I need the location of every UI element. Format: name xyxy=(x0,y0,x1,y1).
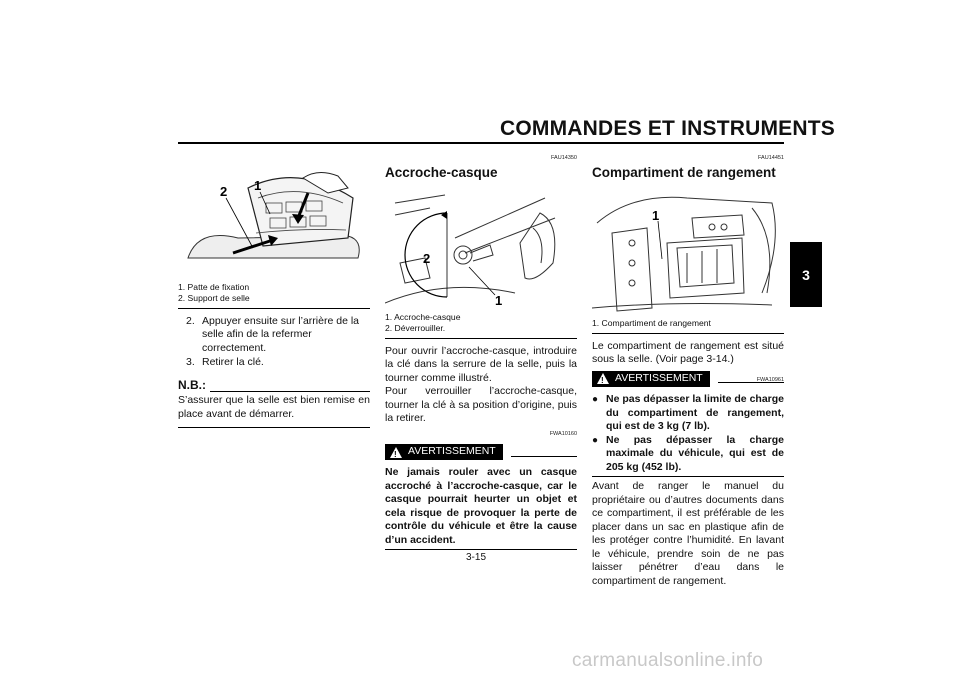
list-item: ● Ne pas dépasser la limite de charge du compartiment de rangement, qui est de 3 kg (7 lb). xyxy=(592,393,784,432)
chapter-tab: 3 xyxy=(790,242,822,307)
list-item: ● Ne pas dépasser la charge maximale du véhicule, qui est de 205 kg (452 lb). xyxy=(592,433,784,473)
caption-1: 1. Patte de fixation xyxy=(178,281,250,292)
paragraph-documents: Avant de ranger le manuel du propriétaire ou d’autres documents dans ce compartiment, il est préférable de les placer dans un sac en plastique afin de les protéger contre l’humidité. En lavant le véhicule, prendre soin de ne pas laisser pénétrer d’eau dans le compartiment de rangement. xyxy=(592,476,784,588)
paragraph-location: Le compartiment de rangement est situé sous la selle. (Voir page 3-14.) xyxy=(592,333,784,367)
figure-label-2: 2 xyxy=(423,251,431,266)
nb-label: N.B.: xyxy=(178,377,206,392)
warning-badge: ! AVERTISSEMENT xyxy=(385,444,503,460)
section-heading: Compartiment de rangement xyxy=(592,164,776,180)
helmet-holder-illustration xyxy=(385,183,577,307)
page-number: 3-15 xyxy=(466,552,487,563)
warning-list xyxy=(592,393,784,474)
caption-1: 1. Compartiment de rangement xyxy=(592,317,711,328)
column-storage xyxy=(592,152,784,588)
section-code: FAU14350 xyxy=(551,155,577,161)
warning-triangle-icon xyxy=(597,373,609,384)
column-seat xyxy=(178,158,370,428)
bullet-icon: ● xyxy=(592,394,599,405)
storage-compartment-illustration xyxy=(592,183,784,313)
warning-text: Ne jamais rouler avec un casque accroché à l’accroche-casque, car le casque pourrait heurter un objet et cela risque de provoquer la perte de contrôle du véhicule et être la cause d’un accident. xyxy=(385,466,577,546)
caption-2: 2. Déverrouiller. xyxy=(385,322,446,333)
paragraph-open: Pour ouvrir l’accroche-casque, introduire la clé dans la serrure de la selle, puis la tourner comme illustré. xyxy=(385,338,577,386)
warning-badge: ! AVERTISSEMENT xyxy=(592,371,710,387)
page-header-title: COMMANDES ET INSTRUMENTS xyxy=(500,117,835,140)
warning-triangle-icon xyxy=(390,447,402,458)
section-heading: Accroche-casque xyxy=(385,164,498,180)
paragraph-lock: Pour verrouiller l’accroche-casque, tourner la clé à sa position d’origine, puis la retirer. xyxy=(385,385,577,424)
column-helmet-holder xyxy=(385,152,577,550)
caption-1: 1. Accroche-casque xyxy=(385,311,461,322)
figure-label-2: 2 xyxy=(220,184,228,199)
step-item: 3. Retirer la clé. xyxy=(186,356,264,368)
step-item: 2. Appuyer ensuite sur l’arrière de la selle afin de la refermer correctement. xyxy=(186,314,359,354)
figure-label-1: 1 xyxy=(254,178,262,193)
seat-illustration xyxy=(178,158,370,276)
figure-label-1: 1 xyxy=(652,208,660,223)
nb-text: S’assurer que la selle est bien remise en place avant de démarrer. xyxy=(178,394,370,420)
watermark: carmanualsonline.info xyxy=(572,650,764,671)
caption-2: 2. Support de selle xyxy=(178,292,250,303)
figure-label-1: 1 xyxy=(495,293,503,307)
bullet-icon: ● xyxy=(592,434,599,446)
section-code: FAU14451 xyxy=(758,155,784,161)
header-rule xyxy=(178,142,784,144)
warning-code: FWA10160 xyxy=(549,430,577,437)
warning-code: FWA10961 xyxy=(756,376,784,383)
